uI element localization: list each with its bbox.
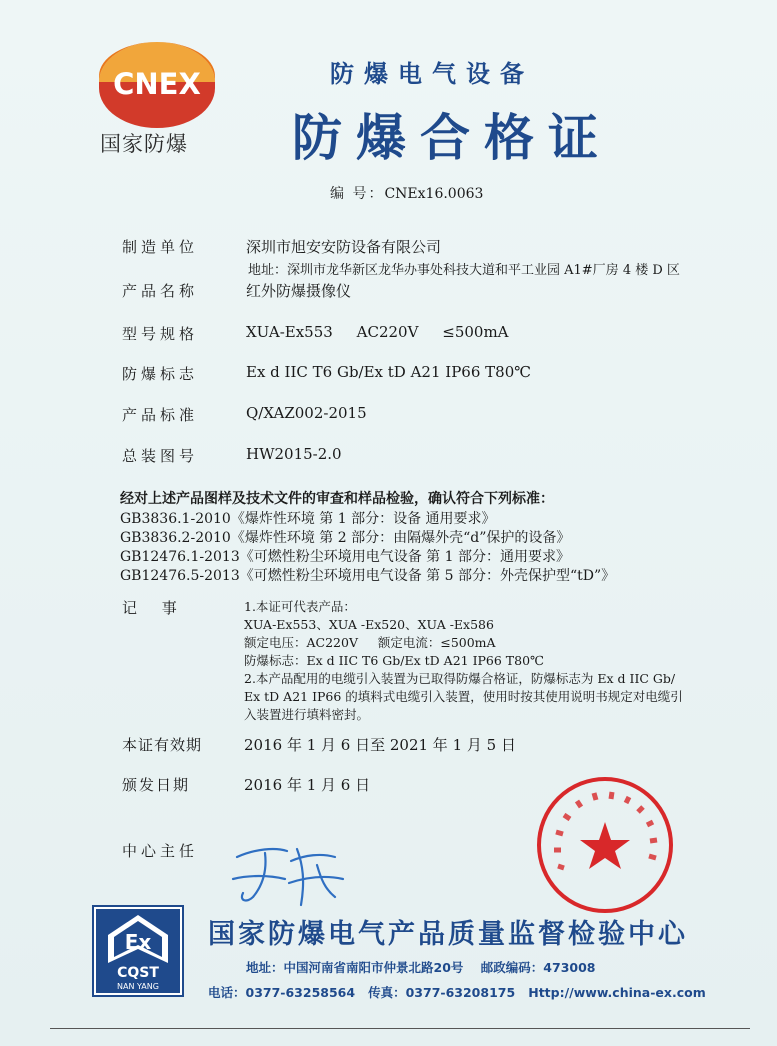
validity-value: 2016 年 1 月 6 日至 2021 年 1 月 5 日 bbox=[244, 736, 516, 754]
certificate-subtitle: 防爆电气设备 bbox=[330, 60, 534, 88]
note-line: 防爆标志：Ex d IIC T6 Gb/Ex tD A21 IP66 T80℃ bbox=[244, 653, 545, 668]
issue-date-label: 颁发日期 bbox=[122, 776, 191, 794]
cert-no-label: 编 号： bbox=[330, 186, 385, 202]
model-value: XUA-Ex553 AC220V ≤500mA bbox=[246, 323, 509, 341]
logo-caption: 国家防爆 bbox=[100, 132, 188, 156]
cqst-name-text: CQST bbox=[117, 965, 159, 981]
model-label: 型号规格 bbox=[122, 325, 199, 343]
cqst-logo bbox=[92, 905, 184, 997]
drawing-label: 总装图号 bbox=[122, 447, 199, 465]
bottom-divider bbox=[50, 1028, 750, 1029]
notes-label: 记 事 bbox=[122, 599, 187, 617]
cqst-ex-text: Ex bbox=[124, 930, 152, 954]
manufacturer-label: 制造单位 bbox=[122, 238, 199, 256]
director-signature-icon bbox=[225, 835, 375, 915]
drawing-value: HW2015-2.0 bbox=[246, 445, 342, 463]
certificate-number bbox=[330, 183, 483, 203]
note-line: XUA-Ex553、XUA -Ex520、XUA -Ex586 bbox=[244, 617, 494, 632]
official-seal-icon bbox=[530, 770, 680, 920]
organization-address: 地址：中国河南省南阳市仲景北路20号 邮政编码：473008 bbox=[246, 960, 596, 975]
standard-line: GB12476.1-2013《可燃性粉尘环境用电气设备 第 1 部分：通用要求》 bbox=[120, 549, 570, 565]
manufacturer-address: 地址：深圳市龙华新区龙华办事处科技大道和平工业园 A1#厂房 4 楼 D 区 bbox=[248, 263, 680, 278]
logo-text: CNEX bbox=[113, 67, 201, 101]
director-label: 中心主任 bbox=[122, 842, 199, 860]
mark-value: Ex d IIC T6 Gb/Ex tD A21 IP66 T80℃ bbox=[246, 363, 532, 381]
standards-heading: 经对上述产品图样及技术文件的审查和样品检验，确认符合下列标准： bbox=[120, 491, 554, 507]
validity-label: 本证有效期 bbox=[122, 736, 203, 754]
cert-no-value: CNEx16.0063 bbox=[384, 186, 484, 202]
note-line: 入装置进行填料密封。 bbox=[244, 707, 370, 722]
product-label: 产品名称 bbox=[122, 282, 199, 300]
note-line: 额定电压：AC220V 额定电流：≤500mA bbox=[244, 635, 496, 650]
standard-value: Q/XAZ002-2015 bbox=[246, 404, 367, 422]
mark-label: 防爆标志 bbox=[122, 365, 199, 383]
standard-label: 产品标准 bbox=[122, 406, 199, 424]
organization-contact: 电话：0377-63258564 传真：0377-63208175 Http://www.china-ex.com bbox=[208, 985, 706, 1000]
standard-line: GB3836.2-2010《爆炸性环境 第 2 部分：由隔爆外壳“d”保护的设备》 bbox=[120, 530, 571, 546]
manufacturer-value: 深圳市旭安安防设备有限公司 bbox=[246, 238, 442, 256]
standard-line: GB3836.1-2010《爆炸性环境 第 1 部分：设备 通用要求》 bbox=[120, 511, 496, 527]
standard-line: GB12476.5-2013《可燃性粉尘环境用电气设备 第 5 部分：外壳保护型“tD”》 bbox=[120, 568, 616, 584]
note-line: 2.本产品配用的电缆引入装置为已取得防爆合格证，防爆标志为 Ex d IIC Gb/ bbox=[244, 671, 676, 686]
product-value: 红外防爆摄像仪 bbox=[246, 282, 352, 300]
note-line: 1.本证可代表产品： bbox=[244, 599, 356, 614]
cqst-emblem-icon bbox=[92, 905, 184, 997]
note-line: Ex tD A21 IP66 的填料式电缆引入装置，使用时按其使用说明书规定对电缆引 bbox=[244, 689, 683, 704]
issue-date-value: 2016 年 1 月 6 日 bbox=[244, 776, 371, 794]
cqst-city-text: NAN YANG bbox=[117, 982, 159, 991]
issuing-organization: 国家防爆电气产品质量监督检验中心 bbox=[208, 919, 688, 950]
certificate-title: 防爆合格证 bbox=[292, 109, 612, 167]
